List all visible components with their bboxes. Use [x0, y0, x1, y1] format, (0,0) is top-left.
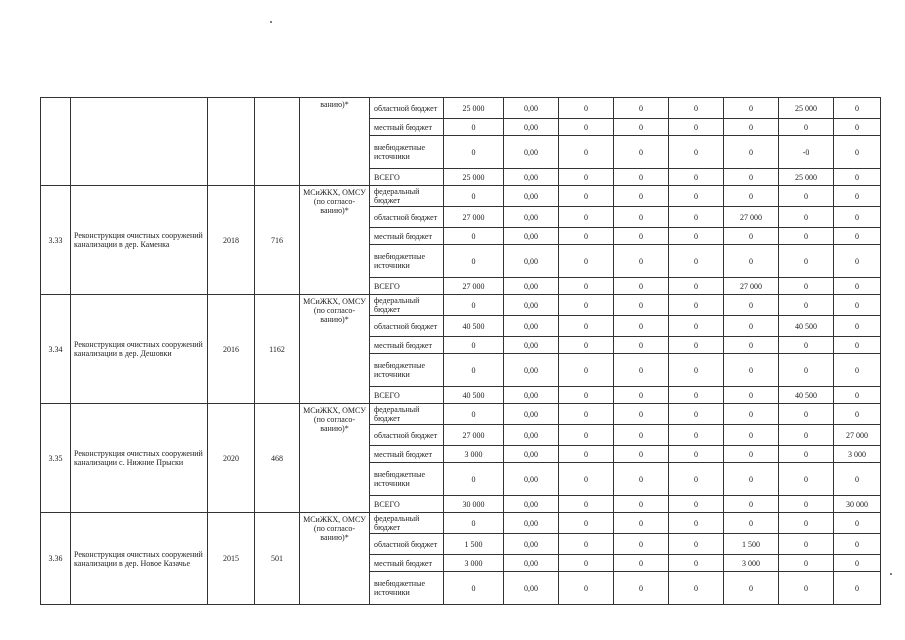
- amount-cell: 0,00: [504, 228, 559, 245]
- funding-source: местный бюджет: [370, 119, 444, 136]
- amount-cell: 0: [834, 463, 881, 496]
- amount-cell: 0: [669, 295, 724, 316]
- amount-cell: 0: [559, 316, 614, 337]
- amount-cell: 0: [669, 513, 724, 534]
- amount-cell: 0,00: [504, 245, 559, 278]
- amount-cell: 0: [834, 228, 881, 245]
- amount-cell: 0: [559, 572, 614, 605]
- amount-cell: 0,00: [504, 119, 559, 136]
- amount-cell: 25 000: [444, 169, 504, 186]
- amount-cell: 0: [724, 387, 779, 404]
- funding-source: ВСЕГО: [370, 387, 444, 404]
- amount-cell: 0: [614, 316, 669, 337]
- amount-cell: 0: [724, 119, 779, 136]
- amount-cell: 0: [724, 354, 779, 387]
- amount-cell: 0: [614, 337, 669, 354]
- amount-cell: 0: [724, 186, 779, 207]
- amount-cell: 0: [724, 404, 779, 425]
- amount-cell: 0: [444, 463, 504, 496]
- amount-cell: 0: [444, 186, 504, 207]
- amount-cell: 0: [614, 136, 669, 169]
- amount-cell: 0: [559, 496, 614, 513]
- item-code: 3.35: [41, 404, 71, 513]
- amount-cell: 0,00: [504, 136, 559, 169]
- funding-source: федеральный бюджет: [370, 513, 444, 534]
- amount-cell: 0: [834, 169, 881, 186]
- amount-cell: 0: [669, 186, 724, 207]
- amount-cell: 0: [559, 136, 614, 169]
- funding-source: внебюджетные источники: [370, 572, 444, 605]
- amount-cell: 0: [444, 354, 504, 387]
- amount-cell: 0: [779, 572, 834, 605]
- amount-cell: 0: [444, 245, 504, 278]
- amount-cell: 0: [559, 295, 614, 316]
- amount-cell: 0: [724, 228, 779, 245]
- amount-cell: 0,00: [504, 404, 559, 425]
- amount-cell: 3 000: [444, 446, 504, 463]
- amount-cell: 0: [614, 169, 669, 186]
- amount-cell: 0: [614, 186, 669, 207]
- amount-cell: 0: [559, 278, 614, 295]
- item-capacity: 468: [255, 404, 300, 513]
- amount-cell: 0: [669, 404, 724, 425]
- amount-cell: 0: [614, 425, 669, 446]
- amount-cell: 0: [444, 513, 504, 534]
- amount-cell: 0: [559, 534, 614, 555]
- amount-cell: 0: [724, 136, 779, 169]
- funding-source: областной бюджет: [370, 534, 444, 555]
- amount-cell: 0,00: [504, 513, 559, 534]
- item-code-cell: [41, 98, 71, 186]
- amount-cell: 0: [834, 513, 881, 534]
- amount-cell: 0: [614, 572, 669, 605]
- amount-cell: 0,00: [504, 207, 559, 228]
- amount-cell: 0: [614, 119, 669, 136]
- amount-cell: 0: [614, 387, 669, 404]
- amount-cell: 0,00: [504, 534, 559, 555]
- scan-speck: [890, 573, 892, 575]
- amount-cell: 0: [444, 572, 504, 605]
- funding-source: областной бюджет: [370, 425, 444, 446]
- amount-cell: 0: [779, 186, 834, 207]
- amount-cell: 0: [614, 463, 669, 496]
- amount-cell: 0: [724, 572, 779, 605]
- amount-cell: 0: [779, 425, 834, 446]
- amount-cell: 0,00: [504, 572, 559, 605]
- amount-cell: 0,00: [504, 316, 559, 337]
- amount-cell: 0: [724, 245, 779, 278]
- item-name-cell: [71, 98, 208, 186]
- amount-cell: 0: [779, 534, 834, 555]
- item-executor: МСиЖКХ, ОМСУ (по согласо- ванию)*: [300, 295, 370, 404]
- amount-cell: 30 000: [444, 496, 504, 513]
- amount-cell: 0: [669, 228, 724, 245]
- amount-cell: 27 000: [724, 278, 779, 295]
- amount-cell: 0: [834, 207, 881, 228]
- amount-cell: 25 000: [444, 98, 504, 119]
- amount-cell: 0: [834, 136, 881, 169]
- capacity-cell: [255, 98, 300, 186]
- executor-cell: ванию)*: [300, 98, 370, 186]
- table-row: [41, 513, 881, 534]
- amount-cell: 27 000: [444, 425, 504, 446]
- amount-cell: 0,00: [504, 337, 559, 354]
- amount-cell: 0: [559, 119, 614, 136]
- amount-cell: 0: [614, 404, 669, 425]
- amount-cell: 0: [779, 207, 834, 228]
- item-name: Реконструкция очистных сооружений канализации с. Нижние Прыски: [71, 404, 208, 513]
- item-executor: МСиЖКХ, ОМСУ (по согласо- ванию)*: [300, 186, 370, 295]
- amount-cell: 27 000: [834, 425, 881, 446]
- amount-cell: 3 000: [834, 446, 881, 463]
- amount-cell: 0: [779, 354, 834, 387]
- amount-cell: 0: [559, 387, 614, 404]
- amount-cell: 0: [614, 496, 669, 513]
- amount-cell: 0: [779, 295, 834, 316]
- amount-cell: 1 500: [444, 534, 504, 555]
- funding-source: местный бюджет: [370, 337, 444, 354]
- amount-cell: 0: [779, 119, 834, 136]
- amount-cell: 0: [614, 446, 669, 463]
- amount-cell: 40 500: [779, 387, 834, 404]
- amount-cell: 0: [669, 534, 724, 555]
- amount-cell: 0: [724, 463, 779, 496]
- amount-cell: 0: [444, 228, 504, 245]
- amount-cell: 0,00: [504, 278, 559, 295]
- amount-cell: 0: [559, 186, 614, 207]
- amount-cell: 0: [669, 446, 724, 463]
- amount-cell: 0: [669, 278, 724, 295]
- amount-cell: 3 000: [724, 555, 779, 572]
- amount-cell: 0: [559, 207, 614, 228]
- amount-cell: 0: [669, 207, 724, 228]
- amount-cell: 0: [834, 278, 881, 295]
- amount-cell: 0: [614, 228, 669, 245]
- amount-cell: 0: [669, 555, 724, 572]
- amount-cell: 0,00: [504, 186, 559, 207]
- amount-cell: 0: [614, 354, 669, 387]
- item-executor: МСиЖКХ, ОМСУ (по согласо- ванию)*: [300, 404, 370, 513]
- amount-cell: 0: [834, 337, 881, 354]
- amount-cell: 0: [724, 295, 779, 316]
- amount-cell: 0: [559, 446, 614, 463]
- amount-cell: 0: [834, 404, 881, 425]
- amount-cell: 0,00: [504, 463, 559, 496]
- amount-cell: 0: [779, 463, 834, 496]
- amount-cell: 0: [559, 169, 614, 186]
- amount-cell: 40 500: [444, 387, 504, 404]
- amount-cell: 0: [559, 228, 614, 245]
- amount-cell: 0,00: [504, 295, 559, 316]
- amount-cell: 0: [779, 228, 834, 245]
- amount-cell: 0: [444, 295, 504, 316]
- amount-cell: 0: [669, 337, 724, 354]
- table-row: [41, 404, 881, 425]
- amount-cell: 0: [779, 278, 834, 295]
- amount-cell: 0: [614, 207, 669, 228]
- year-cell: [208, 98, 255, 186]
- funding-source: местный бюджет: [370, 228, 444, 245]
- amount-cell: 25 000: [779, 98, 834, 119]
- item-code: 3.33: [41, 186, 71, 295]
- item-name: Реконструкция очистных сооружений канализации в дер. Каменка: [71, 186, 208, 295]
- funding-source: местный бюджет: [370, 555, 444, 572]
- amount-cell: 0: [669, 98, 724, 119]
- amount-cell: 0: [559, 354, 614, 387]
- amount-cell: 0: [724, 496, 779, 513]
- item-code: 3.36: [41, 513, 71, 605]
- amount-cell: 0: [834, 245, 881, 278]
- amount-cell: 0: [669, 169, 724, 186]
- amount-cell: 0: [669, 425, 724, 446]
- amount-cell: 0: [669, 463, 724, 496]
- amount-cell: 0: [779, 404, 834, 425]
- amount-cell: 40 500: [444, 316, 504, 337]
- amount-cell: 0: [559, 555, 614, 572]
- item-capacity: 501: [255, 513, 300, 605]
- amount-cell: 27 000: [444, 278, 504, 295]
- funding-source: областной бюджет: [370, 316, 444, 337]
- funding-source: внебюджетные источники: [370, 463, 444, 496]
- amount-cell: 0: [834, 354, 881, 387]
- amount-cell: 0: [834, 572, 881, 605]
- amount-cell: 27 000: [444, 207, 504, 228]
- amount-cell: 0,00: [504, 446, 559, 463]
- item-year: 2020: [208, 404, 255, 513]
- amount-cell: 0: [444, 337, 504, 354]
- amount-cell: 0: [559, 404, 614, 425]
- amount-cell: 0: [669, 119, 724, 136]
- amount-cell: 0: [614, 534, 669, 555]
- amount-cell: 0: [614, 513, 669, 534]
- amount-cell: -0: [779, 136, 834, 169]
- amount-cell: 0,00: [504, 98, 559, 119]
- amount-cell: 0,00: [504, 555, 559, 572]
- amount-cell: 0,00: [504, 496, 559, 513]
- funding-source: федеральный бюджет: [370, 186, 444, 207]
- amount-cell: 0: [724, 337, 779, 354]
- funding-source: местный бюджет: [370, 446, 444, 463]
- financing-table: [40, 97, 881, 605]
- amount-cell: 0: [834, 119, 881, 136]
- funding-source: внебюджетные источники: [370, 136, 444, 169]
- item-code: 3.34: [41, 295, 71, 404]
- amount-cell: 3 000: [444, 555, 504, 572]
- amount-cell: 0: [669, 496, 724, 513]
- item-capacity: 1162: [255, 295, 300, 404]
- amount-cell: 0: [669, 572, 724, 605]
- item-year: 2016: [208, 295, 255, 404]
- amount-cell: 0: [779, 245, 834, 278]
- item-name: Реконструкция очистных сооружений канализации в дер. Новое Казачье: [71, 513, 208, 605]
- amount-cell: 1 500: [724, 534, 779, 555]
- amount-cell: 0: [834, 316, 881, 337]
- funding-source: областной бюджет: [370, 98, 444, 119]
- amount-cell: 0: [444, 119, 504, 136]
- amount-cell: 0: [724, 98, 779, 119]
- funding-source: внебюджетные источники: [370, 245, 444, 278]
- amount-cell: 0: [779, 555, 834, 572]
- table-row: [41, 98, 881, 119]
- amount-cell: 0: [444, 136, 504, 169]
- amount-cell: 0: [724, 316, 779, 337]
- amount-cell: 0: [559, 245, 614, 278]
- amount-cell: 0: [669, 387, 724, 404]
- funding-source: внебюджетные источники: [370, 354, 444, 387]
- amount-cell: 0: [669, 136, 724, 169]
- item-executor: МСиЖКХ, ОМСУ (по согласо- ванию)*: [300, 513, 370, 605]
- amount-cell: 0,00: [504, 169, 559, 186]
- amount-cell: 30 000: [834, 496, 881, 513]
- funding-source: ВСЕГО: [370, 496, 444, 513]
- amount-cell: 0: [834, 98, 881, 119]
- table-row: [41, 295, 881, 316]
- amount-cell: 0: [779, 446, 834, 463]
- amount-cell: 0: [834, 295, 881, 316]
- funding-source: ВСЕГО: [370, 278, 444, 295]
- amount-cell: 0: [559, 337, 614, 354]
- amount-cell: 0: [614, 295, 669, 316]
- amount-cell: 0: [724, 513, 779, 534]
- amount-cell: 40 500: [779, 316, 834, 337]
- amount-cell: 0: [724, 425, 779, 446]
- amount-cell: 0: [724, 169, 779, 186]
- amount-cell: 0: [444, 404, 504, 425]
- amount-cell: 0,00: [504, 387, 559, 404]
- amount-cell: 0: [779, 337, 834, 354]
- table-row: [41, 186, 881, 207]
- amount-cell: 0,00: [504, 425, 559, 446]
- amount-cell: 0: [559, 425, 614, 446]
- amount-cell: 0: [614, 245, 669, 278]
- amount-cell: 0: [614, 98, 669, 119]
- amount-cell: 0: [834, 186, 881, 207]
- amount-cell: 0: [614, 555, 669, 572]
- amount-cell: 0: [834, 387, 881, 404]
- amount-cell: 0: [779, 496, 834, 513]
- amount-cell: 0: [669, 354, 724, 387]
- amount-cell: 27 000: [724, 207, 779, 228]
- amount-cell: 0: [559, 463, 614, 496]
- amount-cell: 0: [614, 278, 669, 295]
- item-capacity: 716: [255, 186, 300, 295]
- funding-source: областной бюджет: [370, 207, 444, 228]
- amount-cell: 0: [559, 98, 614, 119]
- amount-cell: 0: [724, 446, 779, 463]
- funding-source: ВСЕГО: [370, 169, 444, 186]
- amount-cell: 0: [559, 513, 614, 534]
- amount-cell: 0: [834, 555, 881, 572]
- amount-cell: 0,00: [504, 354, 559, 387]
- item-year: 2018: [208, 186, 255, 295]
- funding-source: федеральный бюджет: [370, 404, 444, 425]
- amount-cell: 25 000: [779, 169, 834, 186]
- item-year: 2015: [208, 513, 255, 605]
- amount-cell: 0: [779, 513, 834, 534]
- amount-cell: 0: [834, 534, 881, 555]
- scan-speck: [270, 21, 272, 23]
- amount-cell: 0: [669, 245, 724, 278]
- item-name: Реконструкция очистных сооружений канализации в дер. Дешовки: [71, 295, 208, 404]
- amount-cell: 0: [669, 316, 724, 337]
- funding-source: федеральный бюджет: [370, 295, 444, 316]
